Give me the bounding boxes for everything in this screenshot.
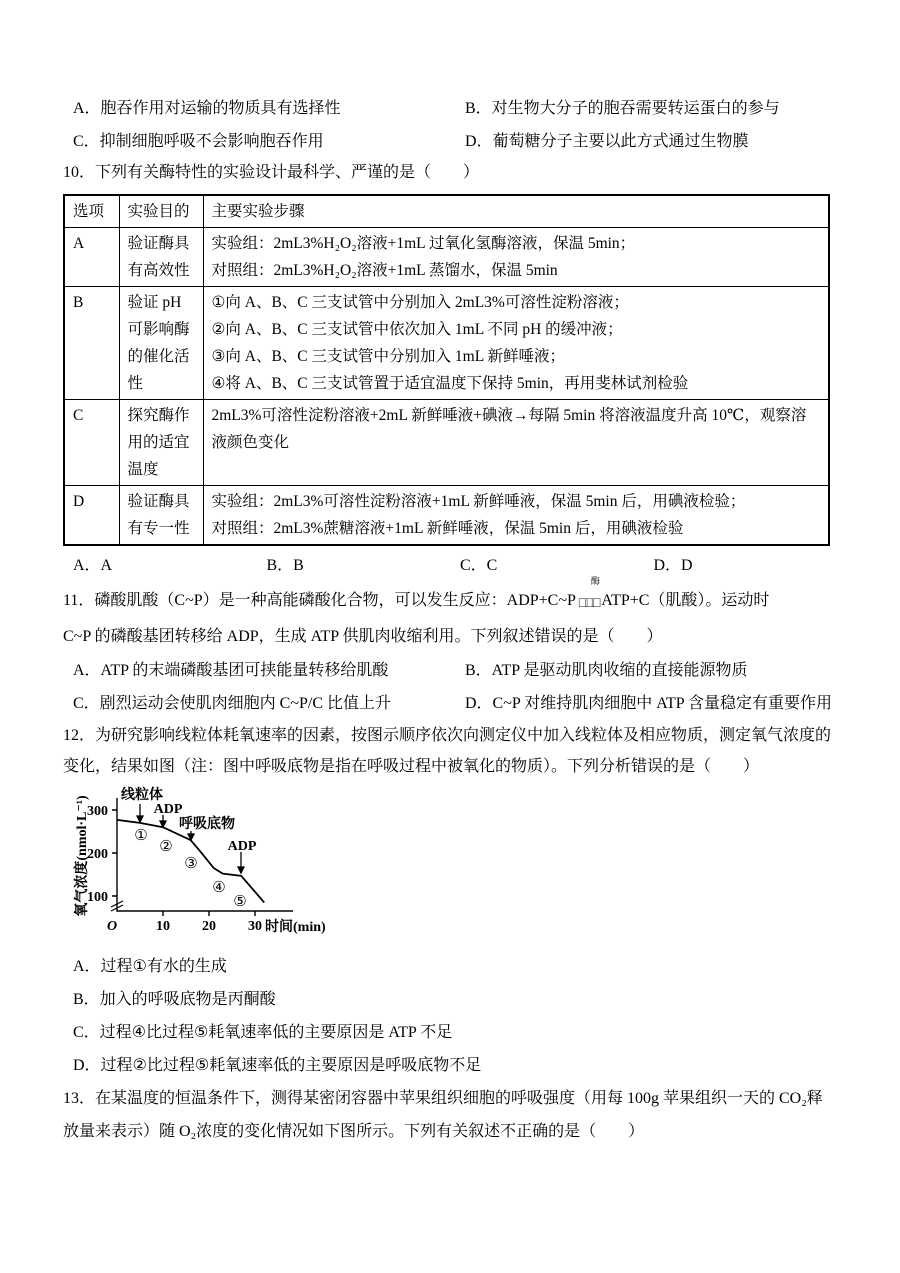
purpose-line: 有专一性 bbox=[127, 520, 190, 537]
q11-option-c: C．剧烈运动会使肌肉细胞内 C~P/C 比值上升 bbox=[73, 695, 392, 712]
step-line: 对照组：2mL3%蔗糖溶液+1mL 新鲜唾液，保温 5min 后，用碘液检验 bbox=[211, 520, 684, 537]
q11-option-a: A．ATP 的末端磷酸基团可挟能量转移给肌酸 bbox=[73, 662, 389, 679]
header-option: 选项 bbox=[64, 195, 119, 228]
q10-table-body bbox=[64, 195, 829, 545]
segment-4: ④ bbox=[212, 880, 226, 896]
q11-stem bbox=[63, 576, 837, 620]
reaction-arrow-glyphs bbox=[578, 576, 600, 623]
cell-steps bbox=[203, 228, 829, 287]
q12-option-c: C．过程④比过程⑤耗氧速率低的主要原因是 ATP 不足 bbox=[73, 1024, 453, 1041]
q11-options-row-1 bbox=[63, 654, 837, 687]
step-line: 对照组：2mL3%H₂O₂溶液+1mL 蒸馏水，保温 5min bbox=[211, 262, 558, 279]
q13-stem-line2: 放量来表示）随 O₂浓度的变化情况如下图所示。下列有关叙述不正确的是（ ） bbox=[63, 1123, 645, 1140]
purpose-line: 验证酶具 bbox=[127, 235, 190, 252]
annotation-adp-1: ADP bbox=[153, 802, 183, 817]
q10-answer-c: C．C bbox=[460, 557, 498, 574]
q10-table-row bbox=[64, 486, 829, 546]
q10-answer-a: A．A bbox=[73, 557, 113, 574]
purpose-line: 探究酶作 bbox=[127, 407, 190, 424]
purpose-line: 验证酶具 bbox=[127, 493, 190, 510]
q12-stem-line1: 12．为研究影响线粒体耗氧速率的因素，按图示顺序依次向测定仪中加入线粒体及相应物质，测定氧气浓度的 bbox=[63, 727, 832, 744]
oxygen-concentration-chart bbox=[71, 784, 371, 948]
annotation-adp-2: ADP bbox=[227, 839, 257, 854]
purpose-line: 的催化活 bbox=[127, 348, 190, 365]
y-tick-200: 200 bbox=[87, 847, 108, 862]
cell-purpose bbox=[119, 486, 203, 546]
y-tick-300: 300 bbox=[87, 804, 108, 819]
x-tick-30: 30 bbox=[248, 919, 262, 934]
step-line: ④将 A、B、C 三支试管置于适宜温度下保持 5min，再用斐林试剂检验 bbox=[211, 375, 689, 392]
q10-table-row bbox=[64, 287, 829, 400]
annotation-mitochondria: 线粒体 bbox=[121, 788, 163, 803]
cell-option: D bbox=[64, 486, 119, 546]
cell-option: C bbox=[64, 400, 119, 486]
purpose-line: 可影响酶 bbox=[127, 321, 190, 338]
q10-table-header-row bbox=[64, 195, 829, 228]
tofu-boxes: □□□ bbox=[578, 596, 599, 611]
q11-options-row-2 bbox=[63, 687, 837, 720]
purpose-line: 温度 bbox=[127, 461, 159, 478]
x-axis-label: 时间(min) bbox=[265, 920, 326, 935]
q9-option-c: C．抑制细胞呼吸不会影响胞吞作用 bbox=[73, 133, 324, 150]
step-line: ②向 A、B、C 三支试管中依次加入 1mL 不同 pH 的缓冲液； bbox=[211, 321, 623, 338]
q9-options-row-2 bbox=[63, 125, 837, 158]
segment-3: ③ bbox=[184, 856, 198, 872]
q13-stem-line1: 13．在某温度的恒温条件下，测得某密闭容器中苹果组织细胞的呼吸强度（用每 100g 苹果组织一天的 CO₂释 bbox=[63, 1090, 823, 1107]
q11-option-b: B．ATP 是驱动肌肉收缩的直接能源物质 bbox=[465, 662, 748, 679]
q10-table bbox=[63, 194, 830, 546]
q10-answer-row bbox=[63, 550, 837, 582]
q10-table-row bbox=[64, 228, 829, 287]
step-line: 实验组：2mL3%H₂O₂溶液+1mL 过氧化氢酶溶液，保温 5min； bbox=[211, 235, 636, 252]
y-tick-100: 100 bbox=[87, 890, 108, 905]
q11-option-d: D．C~P 对维持肌肉细胞中 ATP 含量稳定有重要作用 bbox=[465, 695, 833, 712]
cell-steps bbox=[203, 486, 829, 546]
origin-label: O bbox=[107, 919, 118, 934]
q11-stem-post: ATP+C（肌酸）。运动时 bbox=[601, 592, 770, 609]
cell-steps bbox=[203, 400, 829, 486]
q12-option-d: D．过程②比过程⑤耗氧速率低的主要原因是呼吸底物不足 bbox=[73, 1057, 482, 1074]
enzyme-label: 酶 bbox=[590, 576, 600, 586]
cell-purpose bbox=[119, 287, 203, 400]
purpose-line: 性 bbox=[127, 375, 144, 392]
q12-option-a: A．过程①有水的生成 bbox=[73, 958, 227, 975]
cell-steps bbox=[203, 287, 829, 400]
cell-option: A bbox=[64, 228, 119, 287]
q9-options-row-1 bbox=[63, 92, 837, 125]
annotation-substrate: 呼吸底物 bbox=[179, 817, 235, 832]
q12-stem-line2: 变化，结果如图（注：图中呼吸底物是指在呼吸过程中被氧化的物质）。下列分析错误的是（ ） bbox=[63, 758, 760, 775]
step-line: ③向 A、B、C 三支试管中分别加入 1mL 新鲜唾液； bbox=[211, 348, 565, 365]
q10-answer-d: D．D bbox=[653, 557, 693, 574]
purpose-line: 用的适宜 bbox=[127, 434, 190, 451]
q9-option-b: B．对生物大分子的胞吞需要转运蛋白的参与 bbox=[465, 100, 780, 117]
q12-option-b: B．加入的呼吸底物是丙酮酸 bbox=[73, 991, 276, 1008]
segment-1: ① bbox=[134, 828, 148, 844]
x-tick-20: 20 bbox=[202, 919, 216, 934]
segment-2: ② bbox=[159, 839, 173, 855]
purpose-line: 验证 pH bbox=[127, 294, 182, 311]
q12-figure bbox=[71, 784, 837, 948]
header-steps: 主要实验步骤 bbox=[203, 195, 829, 228]
step-line: ①向 A、B、C 三支试管中分别加入 2mL3%可溶性淀粉溶液； bbox=[211, 294, 629, 311]
q10-stem: 10．下列有关酶特性的实验设计最科学、严谨的是（ ） bbox=[63, 164, 480, 181]
cell-option: B bbox=[64, 287, 119, 400]
header-purpose: 实验目的 bbox=[119, 195, 203, 228]
purpose-line: 有高效性 bbox=[127, 262, 190, 279]
q9-option-a: A．胞吞作用对运输的物质具有选择性 bbox=[73, 100, 341, 117]
y-axis-label: 氧气浓度(nmol·L⁻¹) bbox=[75, 795, 90, 917]
q10-answer-b: B．B bbox=[266, 557, 304, 574]
q10-table-row bbox=[64, 400, 829, 486]
segment-5: ⑤ bbox=[233, 894, 247, 910]
step-line: 实验组：2mL3%可溶性淀粉溶液+1mL 新鲜唾液，保温 5min 后，用碘液检验； bbox=[211, 493, 746, 510]
q11-stem-line2: C~P 的磷酸基团转移给 ADP，生成 ATP 供肌肉收缩利用。下列叙述错误的是（ ） bbox=[63, 628, 663, 645]
q9-option-d: D．葡萄糖分子主要以此方式通过生物膜 bbox=[465, 133, 749, 150]
step-line: 2mL3%可溶性淀粉溶液+2mL 新鲜唾液+碘液→每隔 5min 将溶液温度升高 10℃，观察溶液颜色变化 bbox=[211, 407, 807, 451]
x-tick-10: 10 bbox=[156, 919, 170, 934]
cell-purpose bbox=[119, 228, 203, 287]
cell-purpose bbox=[119, 400, 203, 486]
q11-stem-pre: 11．磷酸肌酸（C~P）是一种高能磷酸化合物，可以发生反应：ADP+C~P bbox=[63, 592, 576, 609]
